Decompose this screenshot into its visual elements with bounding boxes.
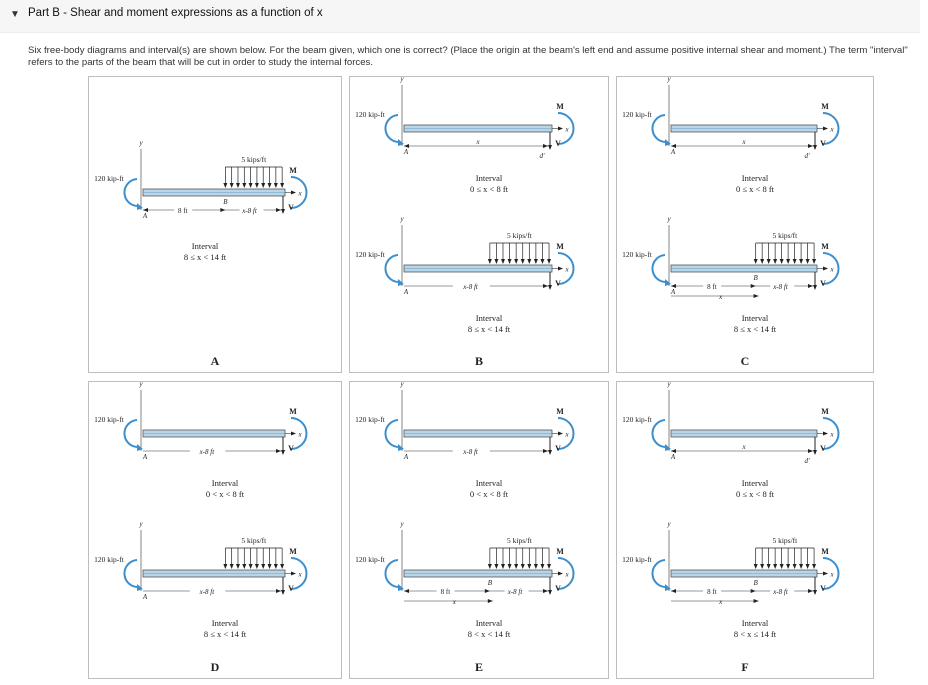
free-body-diagram	[622, 520, 838, 606]
x-axis-label: x	[565, 570, 569, 579]
load-label: 5 kips/ft	[507, 231, 532, 240]
dimension-x-minus-8-label: x-8 ft	[199, 588, 215, 596]
dimension-arrowhead	[808, 449, 813, 453]
internal-moment-label: M	[289, 407, 297, 416]
y-axis-label: y	[667, 520, 671, 528]
free-body-diagram	[94, 382, 306, 461]
shear-arrowhead	[281, 590, 285, 595]
shear-arrowhead	[548, 450, 552, 455]
choice-panel-d[interactable]	[88, 381, 342, 679]
applied-moment-arrowhead	[137, 203, 143, 210]
panel-diagrams-svg	[617, 382, 873, 678]
interval-title: Interval	[741, 313, 769, 323]
dimension-8ft-label: 8 ft	[177, 207, 188, 215]
y-axis-label: y	[139, 382, 143, 388]
dimension-x-minus-8-label: x-8 ft	[199, 448, 215, 456]
moment-120-label: 120 kip-ft	[355, 555, 385, 564]
load-arrowhead	[242, 564, 246, 569]
x-axis-label: x	[298, 430, 302, 439]
triangle-down-icon[interactable]: ▼	[10, 9, 20, 20]
load-arrowhead	[754, 564, 758, 569]
dimension-arrowhead	[671, 589, 676, 593]
x-axis-arrowhead	[558, 267, 563, 271]
dimension-arrowhead	[276, 208, 281, 212]
free-body-diagram	[355, 215, 573, 296]
moment-120-label: 120 kip-ft	[355, 415, 385, 424]
dimension-x-minus-8-label: x-8 ft	[773, 283, 788, 291]
free-body-diagram	[355, 382, 573, 461]
x-axis-arrowhead	[558, 432, 563, 436]
applied-moment-arrowhead	[665, 584, 671, 591]
load-arrowhead	[236, 183, 240, 188]
applied-moment-arrow	[124, 179, 139, 206]
moment-120-label: 120 kip-ft	[622, 555, 652, 564]
moment-120-label: 120 kip-ft	[355, 250, 385, 259]
load-arrowhead	[274, 564, 278, 569]
applied-moment-arrowhead	[398, 139, 404, 146]
interval-title: Interval	[741, 618, 769, 628]
dimension-arrowhead	[543, 449, 548, 453]
applied-moment-arrowhead	[398, 584, 404, 591]
moment-120-label: 120 kip-ft	[622, 415, 652, 424]
dimension-arrowhead	[485, 589, 490, 593]
shear-arrowhead	[813, 145, 817, 150]
x-axis-arrowhead	[558, 127, 563, 131]
dimension-8ft-label: 8 ft	[440, 588, 451, 596]
load-arrowhead	[494, 564, 498, 569]
load-arrowhead	[760, 564, 764, 569]
y-axis-label: y	[139, 520, 143, 528]
panel-diagrams-svg	[89, 77, 341, 372]
x-axis-arrowhead	[291, 572, 296, 576]
load-arrowhead	[261, 183, 265, 188]
load-arrowhead	[786, 259, 790, 264]
load-arrowhead	[799, 259, 803, 264]
load-arrowhead	[508, 259, 512, 264]
load-arrowhead	[786, 564, 790, 569]
load-arrowhead	[780, 564, 784, 569]
shear-label: V	[820, 444, 826, 453]
point-a-label: A	[670, 288, 676, 296]
point-a-label: A	[142, 212, 148, 220]
moment-120-label: 120 kip-ft	[94, 174, 124, 183]
free-body-diagram	[622, 382, 838, 465]
internal-moment-label: M	[821, 102, 829, 111]
interval-title: Interval	[211, 478, 239, 488]
applied-moment-arrow	[652, 560, 667, 587]
load-arrowhead	[514, 564, 518, 569]
point-a-label: A	[670, 453, 676, 461]
internal-moment-label: M	[821, 407, 829, 416]
x-axis-label: x	[830, 430, 834, 439]
applied-moment-arrow	[385, 420, 400, 447]
x-axis-label: x	[830, 125, 834, 134]
load-label: 5 kips/ft	[772, 536, 798, 545]
load-arrowhead	[521, 259, 525, 264]
load-arrowhead	[767, 564, 771, 569]
x-axis-arrowhead	[823, 267, 828, 271]
interval-range: 0 ≤ x < 8 ft	[735, 184, 775, 194]
moment-120-label: 120 kip-ft	[94, 555, 124, 564]
point-b-label: B	[753, 579, 758, 587]
load-arrowhead	[242, 183, 246, 188]
y-axis-label: y	[667, 215, 671, 223]
internal-moment-label: M	[821, 547, 829, 556]
applied-moment-arrowhead	[398, 444, 404, 451]
free-body-diagram	[355, 520, 573, 606]
choice-letter-d[interactable]: D	[210, 660, 220, 674]
load-arrowhead	[547, 259, 551, 264]
shear-arrowhead	[548, 590, 552, 595]
interval-range: 8 < x ≤ 14 ft	[733, 629, 777, 639]
section-d-label: d'	[539, 152, 545, 160]
interval-range: 8 < x < 14 ft	[467, 629, 511, 639]
question-text: Six free-body diagrams and interval(s) are shown below. For the beam given, which one is correct? (Place the origin at the beam's left end and assume positive internal shear and moment.) The term "interval" refers to the parts of the beam that will be cut in order to study the internal forces.	[28, 45, 908, 68]
internal-moment-label: M	[289, 166, 297, 175]
dimension-x-label: x	[719, 293, 723, 301]
load-arrowhead	[754, 259, 758, 264]
load-arrowhead	[501, 564, 505, 569]
dimension-arrowhead	[751, 284, 756, 288]
point-a-label: A	[142, 593, 148, 601]
choice-letter-e[interactable]: E	[474, 660, 484, 674]
shear-arrowhead	[281, 450, 285, 455]
load-arrowhead	[508, 564, 512, 569]
applied-moment-arrowhead	[137, 444, 143, 451]
moment-120-label: 120 kip-ft	[355, 110, 385, 119]
load-arrowhead	[280, 564, 284, 569]
applied-moment-arrow	[385, 115, 400, 142]
load-arrowhead	[514, 259, 518, 264]
load-label: 5 kips/ft	[241, 536, 267, 545]
load-arrowhead	[793, 564, 797, 569]
panel-diagrams-svg	[617, 77, 873, 372]
load-arrowhead	[255, 564, 259, 569]
free-body-diagram	[94, 139, 306, 220]
load-arrowhead	[760, 259, 764, 264]
load-arrowhead	[540, 259, 544, 264]
choice-panel-c[interactable]	[616, 76, 874, 373]
free-body-diagram	[94, 520, 306, 601]
load-arrowhead	[534, 564, 538, 569]
applied-moment-arrowhead	[398, 279, 404, 286]
y-axis-label: y	[400, 520, 404, 528]
shear-label: V	[820, 279, 826, 288]
load-arrowhead	[540, 564, 544, 569]
dimension-arrowhead	[754, 599, 759, 603]
load-arrowhead	[812, 259, 816, 264]
x-axis-arrowhead	[823, 572, 828, 576]
load-arrowhead	[230, 564, 234, 569]
shear-label: V	[555, 139, 561, 148]
part-header[interactable]	[0, 0, 920, 33]
shear-label: V	[820, 139, 826, 148]
panel-diagrams-svg	[350, 77, 608, 372]
internal-moment-label: M	[821, 242, 829, 251]
load-arrowhead	[223, 564, 227, 569]
interval-title: Interval	[475, 478, 503, 488]
load-arrowhead	[268, 564, 272, 569]
dimension-arrowhead	[276, 589, 281, 593]
x-axis-label: x	[830, 570, 834, 579]
dimension-x-label: x	[742, 138, 746, 146]
y-axis-label: y	[139, 139, 143, 147]
choice-panel-a[interactable]	[88, 76, 342, 373]
load-arrowhead	[806, 259, 810, 264]
load-arrowhead	[793, 259, 797, 264]
dimension-arrowhead	[543, 589, 548, 593]
applied-moment-arrow	[385, 560, 400, 587]
x-axis-arrowhead	[291, 432, 296, 436]
moment-120-label: 120 kip-ft	[94, 415, 124, 424]
shear-label: V	[288, 203, 294, 212]
dimension-8ft-label: 8 ft	[707, 588, 717, 596]
interval-range: 0 < x < 8 ft	[205, 489, 245, 499]
load-arrowhead	[780, 259, 784, 264]
interval-range: 0 ≤ x < 8 ft	[735, 489, 775, 499]
interval-title: Interval	[191, 241, 219, 251]
load-label: 5 kips/ft	[507, 536, 532, 545]
load-arrowhead	[812, 564, 816, 569]
x-axis-arrowhead	[823, 127, 828, 131]
internal-moment-label: M	[556, 407, 564, 416]
shear-arrowhead	[548, 285, 552, 290]
shear-label: V	[555, 279, 561, 288]
dimension-x-minus-8-label: x-8 ft	[463, 448, 478, 456]
applied-moment-arrow	[652, 255, 667, 282]
x-axis-label: x	[830, 265, 834, 274]
shear-arrowhead	[548, 145, 552, 150]
y-axis-label: y	[667, 382, 671, 388]
interval-title: Interval	[475, 313, 503, 323]
x-axis-label: x	[298, 189, 302, 198]
moment-120-label: 120 kip-ft	[622, 110, 652, 119]
load-arrowhead	[494, 259, 498, 264]
load-arrowhead	[773, 564, 777, 569]
dimension-x-label: x	[742, 443, 746, 451]
load-arrowhead	[799, 564, 803, 569]
choice-letter-f[interactable]: F	[741, 660, 749, 674]
load-arrowhead	[767, 259, 771, 264]
applied-moment-arrow	[124, 560, 139, 587]
dimension-x-minus-8-label: x-8 ft	[242, 207, 257, 215]
x-axis-arrowhead	[558, 572, 563, 576]
choice-panel-e[interactable]	[349, 381, 609, 679]
shear-arrowhead	[813, 285, 817, 290]
applied-moment-arrowhead	[665, 279, 671, 286]
dimension-x-label: x	[719, 598, 723, 606]
point-a-label: A	[403, 288, 409, 296]
dimension-arrowhead	[754, 294, 759, 298]
choice-panel-f[interactable]	[616, 381, 874, 679]
point-a-label: A	[142, 453, 148, 461]
internal-moment-label: M	[289, 547, 297, 556]
shear-arrowhead	[281, 209, 285, 214]
shear-label: V	[555, 444, 561, 453]
interval-range: 8 ≤ x < 14 ft	[733, 324, 777, 334]
dimension-arrowhead	[220, 208, 225, 212]
interval-title: Interval	[475, 173, 503, 183]
dimension-arrowhead	[488, 599, 493, 603]
y-axis-label: y	[667, 77, 671, 83]
section-d-label: d'	[804, 457, 810, 465]
applied-moment-arrow	[652, 115, 667, 142]
dimension-arrowhead	[808, 284, 813, 288]
x-axis-label: x	[565, 430, 569, 439]
load-arrowhead	[223, 183, 227, 188]
shear-label: V	[820, 584, 826, 593]
y-axis-label: y	[400, 215, 404, 223]
load-label: 5 kips/ft	[241, 155, 267, 164]
choice-panel-b[interactable]	[349, 76, 609, 373]
internal-moment-label: M	[556, 102, 564, 111]
dimension-x-minus-8-label: x-8 ft	[773, 588, 788, 596]
interval-title: Interval	[211, 618, 239, 628]
load-arrowhead	[236, 564, 240, 569]
part-title: Part B - Shear and moment expressions as a function of x	[28, 7, 323, 19]
load-label: 5 kips/ft	[772, 231, 798, 240]
internal-moment-label: M	[556, 547, 564, 556]
free-body-diagram	[622, 77, 838, 160]
load-arrowhead	[488, 259, 492, 264]
free-body-diagram	[355, 77, 573, 160]
section-d-label: d'	[804, 152, 810, 160]
interval-range: 0 < x < 8 ft	[469, 489, 509, 499]
dimension-x-label: x	[476, 138, 480, 146]
y-axis-label: y	[400, 77, 404, 83]
dimension-arrowhead	[751, 589, 756, 593]
load-arrowhead	[488, 564, 492, 569]
interval-range: 0 ≤ x < 8 ft	[469, 184, 509, 194]
x-axis-arrowhead	[823, 432, 828, 436]
point-a-label: A	[403, 453, 409, 461]
load-arrowhead	[527, 564, 531, 569]
applied-moment-arrowhead	[665, 139, 671, 146]
x-axis-label: x	[298, 570, 302, 579]
interval-range: 8 ≤ x < 14 ft	[203, 629, 247, 639]
load-arrowhead	[274, 183, 278, 188]
panel-diagrams-svg	[350, 382, 608, 678]
choice-letter-c[interactable]: C	[740, 354, 750, 368]
shear-arrowhead	[813, 590, 817, 595]
load-arrowhead	[230, 183, 234, 188]
load-arrowhead	[249, 183, 253, 188]
applied-moment-arrow	[124, 420, 139, 447]
load-arrowhead	[527, 259, 531, 264]
load-arrowhead	[547, 564, 551, 569]
shear-arrowhead	[813, 450, 817, 455]
point-b-label: B	[223, 198, 228, 206]
interval-range: 8 ≤ x < 14 ft	[467, 324, 511, 334]
shear-label: V	[555, 584, 561, 593]
dimension-arrowhead	[404, 589, 409, 593]
dimension-arrowhead	[808, 144, 813, 148]
choice-letter-a[interactable]: A	[210, 354, 220, 368]
panel-diagrams-svg	[89, 382, 341, 678]
interval-range: 8 ≤ x < 14 ft	[183, 252, 227, 262]
internal-moment-label: M	[556, 242, 564, 251]
applied-moment-arrow	[652, 420, 667, 447]
load-arrowhead	[249, 564, 253, 569]
shear-label: V	[288, 444, 294, 453]
x-axis-label: x	[565, 125, 569, 134]
dimension-arrowhead	[543, 144, 548, 148]
load-arrowhead	[268, 183, 272, 188]
load-arrowhead	[255, 183, 259, 188]
x-axis-arrowhead	[291, 191, 296, 195]
load-arrowhead	[773, 259, 777, 264]
load-arrowhead	[501, 259, 505, 264]
applied-moment-arrowhead	[137, 584, 143, 591]
point-b-label: B	[487, 579, 492, 587]
point-a-label: A	[670, 148, 676, 156]
load-arrowhead	[280, 183, 284, 188]
dimension-arrowhead	[276, 449, 281, 453]
interval-title: Interval	[741, 173, 769, 183]
dimension-x-label: x	[452, 598, 456, 606]
dimension-x-minus-8-label: x-8 ft	[507, 588, 523, 596]
shear-label: V	[288, 584, 294, 593]
applied-moment-arrowhead	[665, 444, 671, 451]
interval-title: Interval	[741, 478, 769, 488]
point-b-label: B	[753, 274, 758, 282]
y-axis-label: y	[400, 382, 404, 388]
applied-moment-arrow	[385, 255, 400, 282]
dimension-arrowhead	[808, 589, 813, 593]
load-arrowhead	[534, 259, 538, 264]
dimension-x-minus-8-label: x-8 ft	[463, 283, 478, 291]
x-axis-label: x	[565, 265, 569, 274]
point-a-label: A	[403, 148, 409, 156]
moment-120-label: 120 kip-ft	[622, 250, 652, 259]
choice-letter-b[interactable]: B	[474, 354, 484, 368]
dimension-8ft-label: 8 ft	[707, 283, 717, 291]
dimension-arrowhead	[543, 284, 548, 288]
load-arrowhead	[806, 564, 810, 569]
interval-title: Interval	[475, 618, 503, 628]
load-arrowhead	[521, 564, 525, 569]
free-body-diagram	[622, 215, 838, 301]
load-arrowhead	[261, 564, 265, 569]
